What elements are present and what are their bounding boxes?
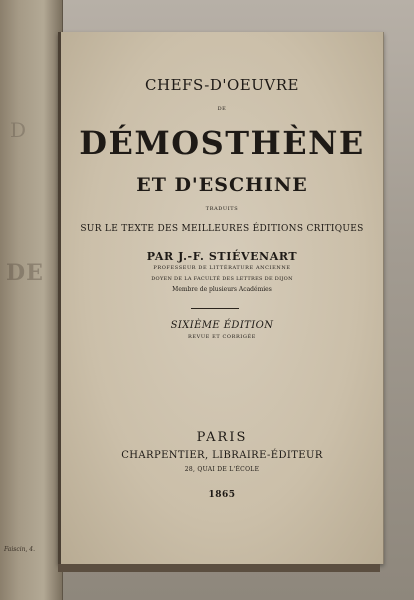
sub-title: ET D'ESCHINE [136,174,308,196]
edition-label: SIXIÈME ÉDITION [170,320,274,331]
publisher-address: 28, QUAI DE L'ÉCOLE [184,466,260,473]
author-role: DOYEN DE LA FACULTÉ DES LETTRES DE DIJON [151,276,293,282]
publication-year: 1865 [208,490,236,500]
source-line: SUR LE TEXTE DES MEILLEURES ÉDITIONS CRITIQUES [80,224,364,234]
author-member: Membre de plusieurs Académies [172,286,272,293]
edition-note: REVUE ET CORRIGÉE [188,334,256,340]
series-title: CHEFS-D'OEUVRE [145,76,299,94]
author-title: PROFESSEUR DE LITTÉRATURE ANCIENNE [153,265,291,271]
divider-rule [191,308,239,309]
imprint-city: PARIS [196,430,248,445]
bleed-through-mark: DE [6,260,44,286]
bleed-through-mark: D [10,118,27,142]
title-page [58,32,384,564]
book-edge [58,564,380,572]
main-title: DÉMOSTHÈNE [79,124,365,162]
publisher-name: CHARPENTIER, LIBRAIRE-ÉDITEUR [121,450,323,461]
facing-page [0,0,63,600]
corner-note: Faiscin, 4. [4,546,36,553]
translated-label: TRADUITS [205,206,239,212]
particle: DE [217,106,227,112]
author-line: PAR J.-F. STIÉVENART [146,250,298,263]
